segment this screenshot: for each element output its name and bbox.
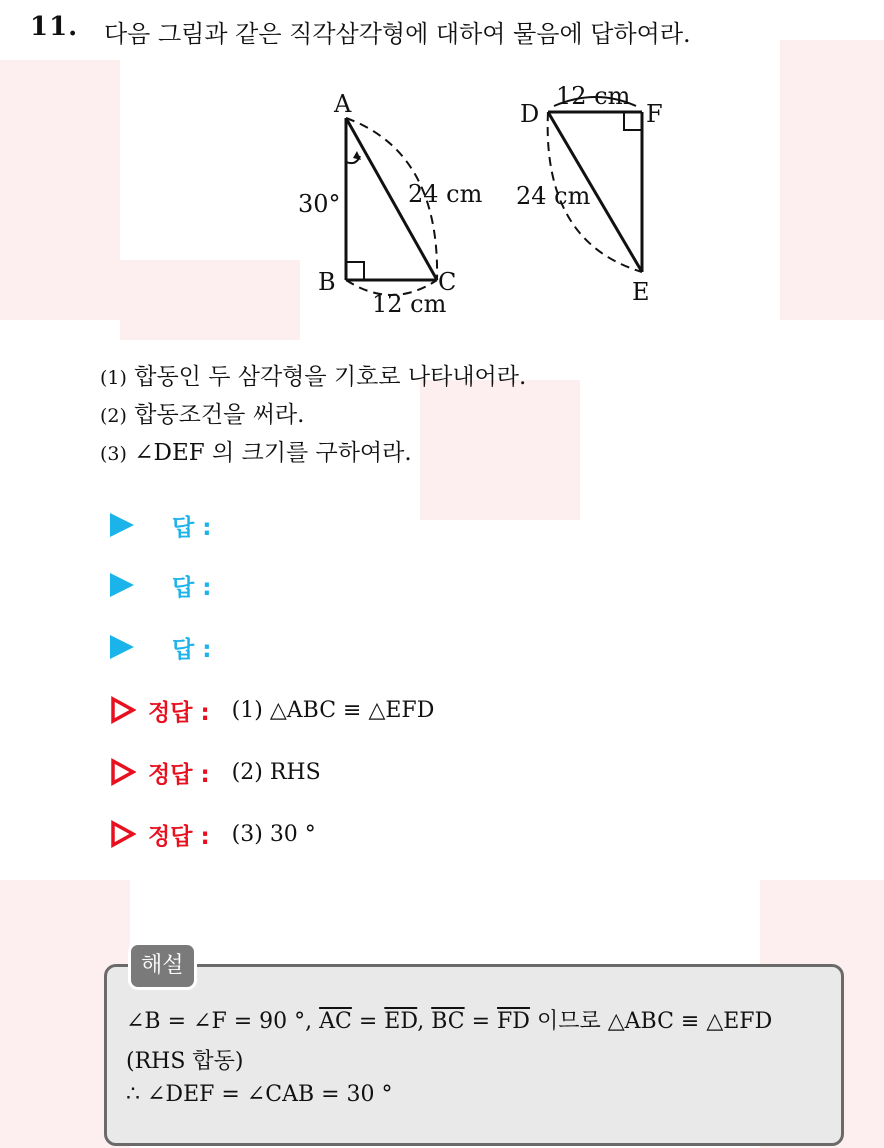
left-base-label: 12 cm xyxy=(372,290,447,318)
segment-ed: $\overline{ED}$ xyxy=(384,1009,418,1034)
segment-bc: $\overline{BC}$ xyxy=(431,1009,465,1034)
outline-triangle-icon xyxy=(110,696,136,724)
vertex-d-label: D xyxy=(520,100,540,128)
answer-label: 답 : xyxy=(172,574,212,601)
solution-row-1 xyxy=(110,692,434,728)
explanation-congruence: 이므로 △ABC ≡ △EFD xyxy=(529,1009,773,1034)
play-triangle-icon xyxy=(110,573,134,597)
vertex-b-label: B xyxy=(318,268,336,296)
solution-value: (1) △ABC ≡ △EFD xyxy=(231,697,435,723)
sub-question-number: (1) xyxy=(100,367,127,389)
solution-label: 정답 : xyxy=(148,823,210,850)
sub-question-number: (3) xyxy=(100,443,127,465)
outline-triangle-icon xyxy=(110,758,136,786)
solution-row-2 xyxy=(110,754,321,790)
explanation-angles: ∠B = ∠F = 90 °, xyxy=(126,1009,320,1034)
explanation-line-3: ∴ ∠DEF = ∠CAB = 30 ° xyxy=(126,1082,393,1107)
solution-label: 정답 : xyxy=(148,699,210,726)
solution-label: 정답 : xyxy=(148,761,210,788)
question-prompt: 다음 그림과 같은 직각삼각형에 대하여 물음에 답하여라. xyxy=(104,20,691,48)
background-pattern xyxy=(780,40,884,320)
left-triangle xyxy=(298,90,483,318)
right-triangle xyxy=(516,82,663,306)
play-triangle-icon xyxy=(110,635,134,659)
sub-question-3 xyxy=(100,434,412,467)
vertex-a-label: A xyxy=(334,90,352,118)
question-number: 11. xyxy=(30,12,79,42)
answer-label: 답 : xyxy=(172,514,212,541)
play-triangle-icon xyxy=(110,513,134,537)
segment-ac: $\overline{AC}$ xyxy=(319,1009,352,1034)
right-top-label: 12 cm xyxy=(556,82,631,110)
answer-blank-2[interactable] xyxy=(110,568,211,602)
background-pattern xyxy=(420,380,580,520)
angle-label: 30° xyxy=(298,190,341,218)
explanation-line-2: (RHS 합동) xyxy=(126,1049,244,1074)
answer-blank-3[interactable] xyxy=(110,630,211,664)
solution-row-3 xyxy=(110,816,316,852)
background-pattern xyxy=(120,260,300,340)
segment-fd: $\overline{FD}$ xyxy=(497,1009,530,1034)
answer-blank-1[interactable] xyxy=(110,508,211,542)
equals-sign: = xyxy=(351,1009,385,1034)
solution-value: (2) RHS xyxy=(231,759,321,785)
sub-question-1 xyxy=(100,358,526,391)
explanation-tab: 해설 xyxy=(128,942,197,990)
solution-value: (3) 30 ° xyxy=(231,821,316,847)
vertex-c-label: C xyxy=(438,268,457,296)
sub-question-text: 합동조건을 써라. xyxy=(134,402,305,428)
equals-sign: = xyxy=(464,1009,498,1034)
outline-triangle-icon xyxy=(110,820,136,848)
sub-question-text: ∠DEF 의 크기를 구하여라. xyxy=(134,440,412,466)
right-hypotenuse-label: 24 cm xyxy=(516,182,591,210)
sub-question-number: (2) xyxy=(100,405,127,427)
comma: , xyxy=(417,1009,432,1034)
answer-label: 답 : xyxy=(172,636,212,663)
triangle-figure xyxy=(280,82,700,322)
vertex-e-label: E xyxy=(632,278,650,306)
background-pattern xyxy=(0,60,120,320)
vertex-f-label: F xyxy=(646,100,663,128)
explanation-line-1 xyxy=(126,1004,772,1035)
sub-question-text: 합동인 두 삼각형을 기호로 나타내어라. xyxy=(134,364,527,390)
left-hypotenuse-label: 24 cm xyxy=(408,180,483,208)
sub-question-2 xyxy=(100,396,304,429)
